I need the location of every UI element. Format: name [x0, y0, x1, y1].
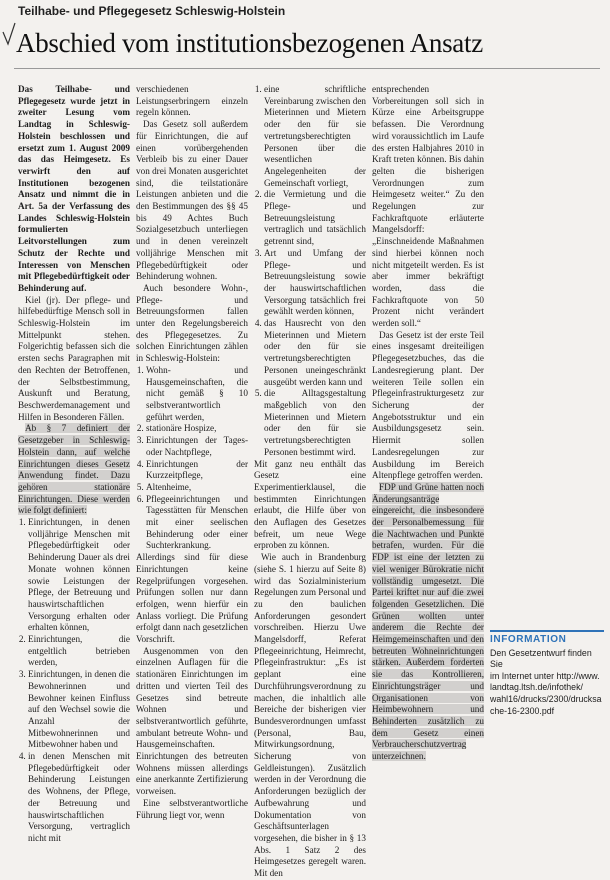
article-column-4	[372, 84, 484, 762]
highlighted-text: FDP und Grüne hatten noch Änderungsanträge eingereicht, die insbesondere der Personalbemessung für die Nachtwachen und Punkte betrafen, wurden. Für die FDP ist eine der letzten zu viel weniger Bürokratie nicht vollständig umgesetzt. Die Partei kriftet nur auf die zwei folgenden Gesetzlichen. Die Grünen wollten unter anderem die Rechte der Heimgemeinschaften und den betreuten Wohneinrichtungen stärken. Außerdem forderten sie das Kontrollieren, Einrichtungsträger und Organisationen von Heimbewohnern und Behinderten zusätzlich zu dem Gesetz einen Verbraucherschutzvertrag unterzeichnen.	[372, 481, 484, 762]
headline-divider	[14, 68, 600, 69]
list-item: 5. Altenheime,	[146, 482, 248, 494]
paragraph: verschiedenen Leistungserbringern einzeln regeln können.	[136, 84, 248, 118]
list-item: 1. Wohn- und Hausgemeinschaften, die nicht gemäß § 10 selbstverantwortlich geführt werden,	[146, 365, 248, 424]
paragraph: Wie auch in Brandenburg (siehe S. 1 hierzu auf Seite 8) wird das Sozialministerium Regelungen zum Personal und zu den baulichen Anforderungen gesondert vorschreiben. Hierzu Uwe Mangelsdorff, Referat Pflegeeinrichtung, Heimrecht, Pflegeinfrastruktur: „Es ist geplant eine Durchführungsverordnung zu machen, die inhaltlich alle Bereiche der bisherigen vier Bundesverordnungen umfasst (Personal, Bau, Mitwirkungsordnung, Sicherung von Geldleistungen). Zusätzlich werden in der Verordnung die Anforderungen bezüglich der Aufbewahrung und Dokumentation von Geschäftsunterlagen vorgesehen, die bisher in § 13 Abs. 1 Satz 2 des Heimgesetzes geregelt waren. Mit den	[254, 552, 367, 879]
paragraph: Kiel (jr). Der pflege- und hilfebedürftige Mensch soll in Schleswig-Holstein im Mittelpunkt stehen. Folgerichtig befassen sich die ersten sechs Paragraphen mit den Rechten der Betroffenen, der Selbstbestimmung, Auskunft und Beratung, Beschwerdemanagement und Hilfen in Besonderen Fällen.	[18, 294, 130, 422]
information-heading: INFORMATION	[490, 630, 604, 646]
definition-list	[18, 517, 130, 845]
self-management-list	[254, 84, 366, 459]
paragraph: entsprechenden Vorbereitungen soll sich in Kürze eine Arbeitsgruppe befassen. Die Verordnung wird voraussichtlich im Laufe des ersten Halbjahres 2010 in Kraft treten können. Bis dahin gelten die bisherigen Verordnungen zum Heimgesetz weiter.“ Zu den Regelungen zur Fachkraftquote erläuterte Mangelsdorff: „Einschneidende Maßnahmen sind hierbei können noch nicht mitgeteilt werden. Es ist aber immer bekräftigt worden, dass die Fachkraftquote von 50 Prozent nicht verändert werden soll.“	[372, 84, 484, 329]
article-headline: Abschied vom institutionsbezogenen Ansatz	[16, 28, 483, 58]
information-box	[490, 630, 604, 717]
list-item: 3. Art und Umfang der Pflege- und Betreuungsleistung sowie der hauswirtschaftlichen Versorgung tatsächlich frei gewählt werden können,	[264, 248, 366, 318]
list-item: 4. in denen Menschen mit Pflegebedürftigkeit oder Behinderung Leistungen des Wohnens, der Pflege, der Betreuung und hauswirtschaftlichen Versorgung, vertraglich nicht mit	[28, 751, 130, 845]
facility-list	[136, 365, 248, 552]
list-item: 5. die Alltagsgestaltung maßgeblich von den Mieterinnen und Mietern oder den für sie vertretungsberechtigten Personen bestimmt wird.	[264, 388, 366, 458]
information-text: Den Gesetzentwurf finden Sie	[490, 647, 592, 670]
information-text: im Internet unter http://www.	[490, 670, 600, 681]
paragraph: Das Gesetz ist der erste Teil eines insgesamt dreiteiligen Pflegegesetzbuches, das die Landesregierung plant. Der weiteren Teile sollen ein Pflegeinfrastrukturgesetz zur Sicherung der Angebotsstruktur und ein Ausbildungsgesetz sein. Hiermit sollen Landesregelungen zur Ausbildung im Bereich Altenpflege getroffen werden.	[372, 329, 484, 481]
article-column-1	[18, 84, 130, 843]
url-link[interactable]: che-16-2300.pdf	[490, 705, 555, 716]
list-item: 4. das Hausrecht von den Mieterinnen und Mietern oder den für sie vertretungsberechtigten Personen uneingeschränkt ausgeübt werden kann und	[264, 318, 366, 388]
list-item: 1. eine schriftliche Vereinbarung zwischen den Mieterinnen und Mietern oder den für sie vertretungsberechtigten Personen über die wesentlichen Angelegenheiten der Gemeinschaft vorliegt,	[264, 84, 366, 189]
article-column-2	[136, 84, 248, 820]
article-column-3	[254, 84, 367, 879]
list-item: 1. Einrichtungen, in denen volljährige Menschen mit Pflegebedürftigkeit oder Behinderung Dauer als drei Monate wohnen können sowie Leistungen der Pflege, der Betreuung und hauswirtschaftlichen Versorgung erhalten oder erhalten können,	[28, 517, 130, 634]
article-lead: Das Teilhabe- und Pflegegesetz wurde jetzt in zweiter Lesung vom Landtag in Schleswig-Holstein beschlossen und ersetzt zum 1. August 2009 das das Heimgesetz. Es verwirft den auf Institutionen bezogenen Ansatz und nimmt die in Art. 5a der Verfassung des Landes Schleswig-Holstein formulierten Leitvorstellungen zum Schutz der Rechte und Interessen von Menschen mit Pflegebedürftigkeit oder Behinderung auf.	[18, 84, 130, 293]
list-item: 3. Einrichtungen der Tages- oder Nachtpflege,	[146, 435, 248, 458]
paragraph: Eine selbstverantwortliche Führung liegt vor, wenn	[136, 797, 248, 820]
paragraph: Allerdings sind für diese Einrichtungen keine Regelprüfungen vorgesehen. Prüfungen sollen nur dann erfolgen, wenn hierfür ein Anlass vorliegt. Die Prüfung erfolgt dann nach gesetzlichen Vorschrift.	[136, 552, 248, 645]
url-link[interactable]: wahl16/drucks/2300/drucksa	[490, 693, 602, 704]
paragraph: Ausgenommen von den einzelnen Auflagen für die stationären Einrichtungen im dritten und vierten Teil des Gesetzes sind betreute Wohnen und selbstverantwortlich geführte, ambulant betreute Wohn- und Hausgemeinschaften. Einrichtungen des betreuten Wohnens müssen allerdings eine anerkannte Zertifizierung vorweisen.	[136, 645, 248, 797]
paragraph: Mit ganz neu enthält das Gesetz eine Experimentierklausel, die bestimmten Einrichtungen erlaubt, die Hilfe über von den Auflagen des Gesetzes befreit, um neue Wege erproben zu können.	[254, 458, 366, 551]
list-item: 6. Pflegeeinrichtungen und Tagesstätten für Menschen mit einer seelischen Behinderung oder einer Suchterkrankung.	[146, 494, 248, 553]
article-kicker: Teilhabe- und Pflegegesetz Schleswig-Holstein	[18, 4, 286, 18]
check-mark-icon	[2, 22, 16, 46]
list-item: 2. stationäre Hospize,	[146, 423, 248, 435]
paragraph: Auch besondere Wohn-, Pflege- und Betreuungsformen fallen unter den Regelungsbereich des Pflegegesetzes. Zu solchen Einrichtungen zählen in Schleswig-Holstein:	[136, 282, 248, 364]
list-item: 4. Einrichtungen der Kurzzeitpflege,	[146, 459, 248, 482]
highlighted-text: Ab § 7 definiert der Gesetzgeber in Schleswig-Holstein dann, auf welche Einrichtungen dieses Gesetz Anwendung findet. Dazu gehören stationäre Einrichtungen. Diese werden wie folgt definiert:	[18, 423, 130, 516]
list-item: 3. Einrichtungen, in denen die Bewohnerinnen und Bewohner keinen Einfluss auf den Wechsel sowie die Anzahl der Mitbewohnerinnen und Mitbewohner haben und	[28, 669, 130, 751]
paragraph: Das Gesetz soll außerdem für Einrichtungen, die auf einen vorübergehenden Verbleib bis zu einer Dauer von drei Monaten ausgerichtet sind, die teilstationäre Leistungen anbieten und die den Bestimmungen des §§ 45 bis 49 Achtes Buch Sozialgesetzbuch unterliegen und in denen vereinzelt volljährige Menschen mit Pflegebedürftigkeit oder Behinderung wohnen.	[136, 119, 248, 282]
list-item: 2. Einrichtungen, die entgeltlich betrieben werden,	[28, 634, 130, 669]
list-item: 2. die Vermietung und die Pflege- und Betreuungsleistung vertraglich und tatsächlich getrennt sind,	[264, 189, 366, 248]
url-link[interactable]: landtag.ltsh.de/infothek/	[490, 682, 583, 693]
paragraph	[372, 482, 484, 763]
paragraph	[18, 423, 130, 517]
